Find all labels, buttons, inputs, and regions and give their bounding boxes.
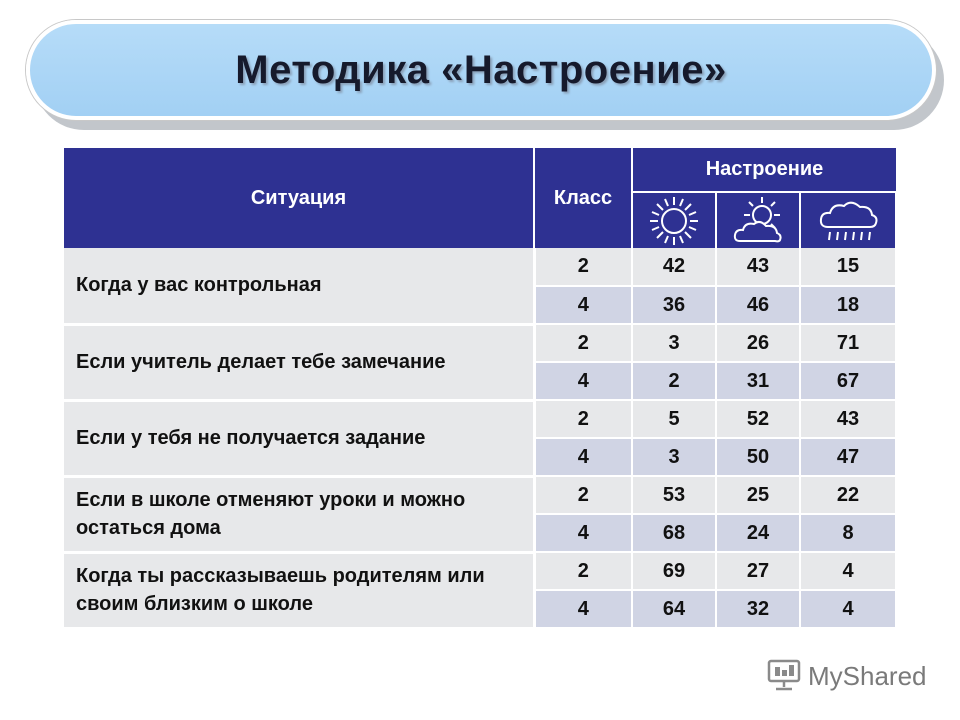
situation-cell: Если в школе отменяют уроки и можно остаться дома (64, 476, 534, 552)
value-cell: 3 (632, 438, 716, 476)
value-cell: 32 (716, 590, 800, 628)
class-cell: 2 (534, 324, 632, 362)
value-cell: 8 (800, 514, 896, 552)
class-cell: 4 (534, 286, 632, 324)
value-cell: 4 (800, 552, 896, 590)
header-sunny (632, 192, 716, 248)
header-mood: Настроение (632, 148, 896, 192)
value-cell: 67 (800, 362, 896, 400)
table-row (64, 552, 896, 590)
value-cell: 47 (800, 438, 896, 476)
value-cell: 24 (716, 514, 800, 552)
value-cell: 50 (716, 438, 800, 476)
value-cell: 22 (800, 476, 896, 514)
value-cell: 52 (716, 400, 800, 438)
situation-cell: Когда у вас контрольная (64, 248, 534, 324)
value-cell: 68 (632, 514, 716, 552)
value-cell: 69 (632, 552, 716, 590)
situation-cell: Если учитель делает тебе замечание (64, 324, 534, 400)
presentation-icon (766, 656, 802, 697)
value-cell: 43 (716, 248, 800, 286)
value-cell: 3 (632, 324, 716, 362)
value-cell: 46 (716, 286, 800, 324)
table-row (64, 476, 896, 514)
value-cell: 2 (632, 362, 716, 400)
class-cell: 4 (534, 514, 632, 552)
value-cell: 15 (800, 248, 896, 286)
value-cell: 27 (716, 552, 800, 590)
class-cell: 2 (534, 476, 632, 514)
header-class: Класс (534, 148, 632, 248)
value-cell: 4 (800, 590, 896, 628)
class-cell: 2 (534, 552, 632, 590)
class-cell: 2 (534, 400, 632, 438)
value-cell: 26 (716, 324, 800, 362)
situation-cell: Если у тебя не получается задание (64, 400, 534, 476)
value-cell: 53 (632, 476, 716, 514)
value-cell: 64 (632, 590, 716, 628)
watermark (766, 656, 927, 697)
mood-table (64, 148, 897, 630)
header-rainy (800, 192, 896, 248)
watermark-text: MyShared (808, 661, 927, 691)
rain-cloud-icon (801, 195, 895, 247)
table-row (64, 248, 896, 286)
value-cell: 43 (800, 400, 896, 438)
class-cell: 4 (534, 362, 632, 400)
value-cell: 42 (632, 248, 716, 286)
header-partly-cloudy (716, 192, 800, 248)
situation-cell: Когда ты рассказываешь родителям или своим близким о школе (64, 552, 534, 628)
value-cell: 71 (800, 324, 896, 362)
sun-icon (633, 195, 715, 247)
value-cell: 5 (632, 400, 716, 438)
header-situation: Ситуация (64, 148, 534, 248)
sun-cloud-icon (717, 195, 799, 247)
class-cell: 2 (534, 248, 632, 286)
class-cell: 4 (534, 438, 632, 476)
value-cell: 31 (716, 362, 800, 400)
value-cell: 18 (800, 286, 896, 324)
table-row (64, 400, 896, 438)
table-row (64, 324, 896, 362)
class-cell: 4 (534, 590, 632, 628)
value-cell: 25 (716, 476, 800, 514)
page-title: Методика «Настроение» (235, 47, 727, 92)
value-cell: 36 (632, 286, 716, 324)
